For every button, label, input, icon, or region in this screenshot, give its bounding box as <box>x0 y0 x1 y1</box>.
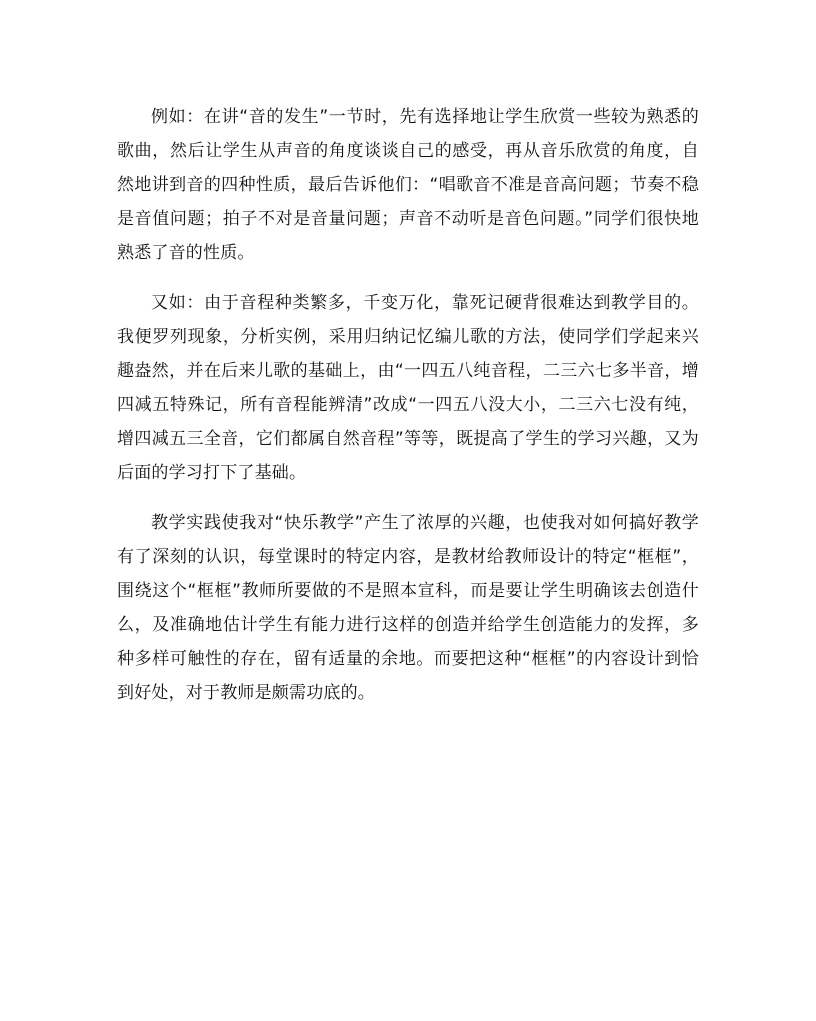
paragraph-teaching-practice: 教学实践使我对“快乐教学”产生了浓厚的兴趣，也使我对如何搞好教学有了深刻的认识，每堂课时的特定内容，是教材给教师设计的特定“框框”，围绕这个“框框”教师所要做的不是照本宣科，而是要让学生明确该去创造什么，及准确地估计学生有能力进行这样的创造并给学生创造能力的发挥，多种多样可触性的存在，留有适量的余地。而要把这种“框框”的内容设计到恰到好处，对于教师是颇需功底的。 <box>117 513 699 703</box>
paragraph-example-interval: 又如：由于音程种类繁多，千变万化，靠死记硬背很难达到教学目的。我便罗列现象，分析实例，采用归纳记忆编儿歌的方法，使同学们学起来兴趣盎然，并在后来儿歌的基础上，由“一四五八纯音程，二三六七多半音，增四减五特殊记，所有音程能辨清”改成“一四五八没大小，二三六七没有纯，增四减五三全音，它们都属自然音程”等等，既提高了学生的学习兴趣，又为后面的学习打下了基础。 <box>117 293 699 483</box>
document-body <box>117 100 699 726</box>
paragraph-example-sound: 例如：在讲“音的发生”一节时，先有选择地让学生欣赏一些较为熟悉的歌曲，然后让学生从声音的角度谈谈自己的感受，再从音乐欣赏的角度，自然地讲到音的四种性质，最后告诉他们：“唱歌音不准是音高问题；节奏不稳是音值问题；拍子不对是音量问题；声音不动听是音色问题。”同学们很快地熟悉了音的性质。 <box>117 107 699 263</box>
